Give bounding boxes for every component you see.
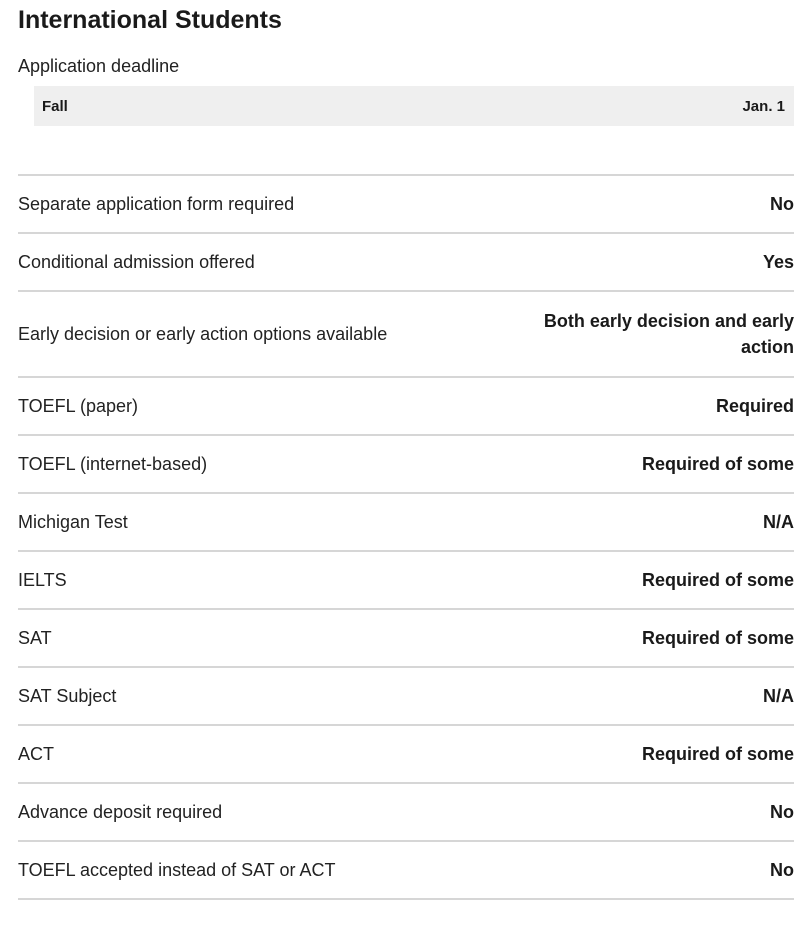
section-title: International Students <box>18 6 282 34</box>
requirement-row-separate-application <box>18 176 794 234</box>
requirement-value: Both early decision and early action <box>543 311 794 357</box>
requirement-row-sat-subject <box>18 668 794 726</box>
requirement-value: N/A <box>763 686 794 706</box>
requirement-label: Early decision or early action options available <box>18 324 388 344</box>
requirement-row-conditional-admission <box>18 234 794 292</box>
requirement-label: IELTS <box>18 570 67 590</box>
deadline-term: Fall <box>42 97 68 115</box>
requirement-label: SAT Subject <box>18 686 117 706</box>
requirement-row-toefl-internet <box>18 436 794 494</box>
deadline-table-row <box>34 86 794 126</box>
requirement-label: Michigan Test <box>18 512 128 532</box>
requirement-row-ielts <box>18 552 794 610</box>
requirements-list <box>18 174 794 900</box>
requirement-row-early-decision <box>18 292 794 378</box>
requirement-value: No <box>770 802 794 822</box>
requirement-label: SAT <box>18 628 52 648</box>
requirement-row-toefl-instead <box>18 842 794 900</box>
requirement-label: Advance deposit required <box>18 802 223 822</box>
requirement-value: Required of some <box>641 454 794 474</box>
requirement-value: No <box>770 860 794 880</box>
requirement-row-michigan-test <box>18 494 794 552</box>
application-deadline-label: Application deadline <box>18 56 180 76</box>
requirement-label: TOEFL accepted instead of SAT or ACT <box>18 860 336 880</box>
requirement-label: ACT <box>18 744 54 764</box>
requirement-label: Conditional admission offered <box>18 252 255 272</box>
requirement-row-toefl-paper <box>18 378 794 436</box>
requirement-row-advance-deposit <box>18 784 794 842</box>
requirement-value: Required of some <box>641 744 794 764</box>
requirement-label: TOEFL (paper) <box>18 396 139 416</box>
requirement-row-sat <box>18 610 794 668</box>
deadline-date: Jan. 1 <box>742 97 785 115</box>
requirement-label: Separate application form required <box>18 194 295 214</box>
requirement-label: TOEFL (internet-based) <box>18 454 208 474</box>
requirement-value: Required of some <box>641 628 794 648</box>
requirement-value: Required of some <box>641 570 794 590</box>
requirement-value: Yes <box>762 252 794 272</box>
requirement-row-act <box>18 726 794 784</box>
requirement-value: Required <box>715 396 794 416</box>
requirement-value: No <box>770 194 794 214</box>
requirement-value: N/A <box>763 512 794 532</box>
